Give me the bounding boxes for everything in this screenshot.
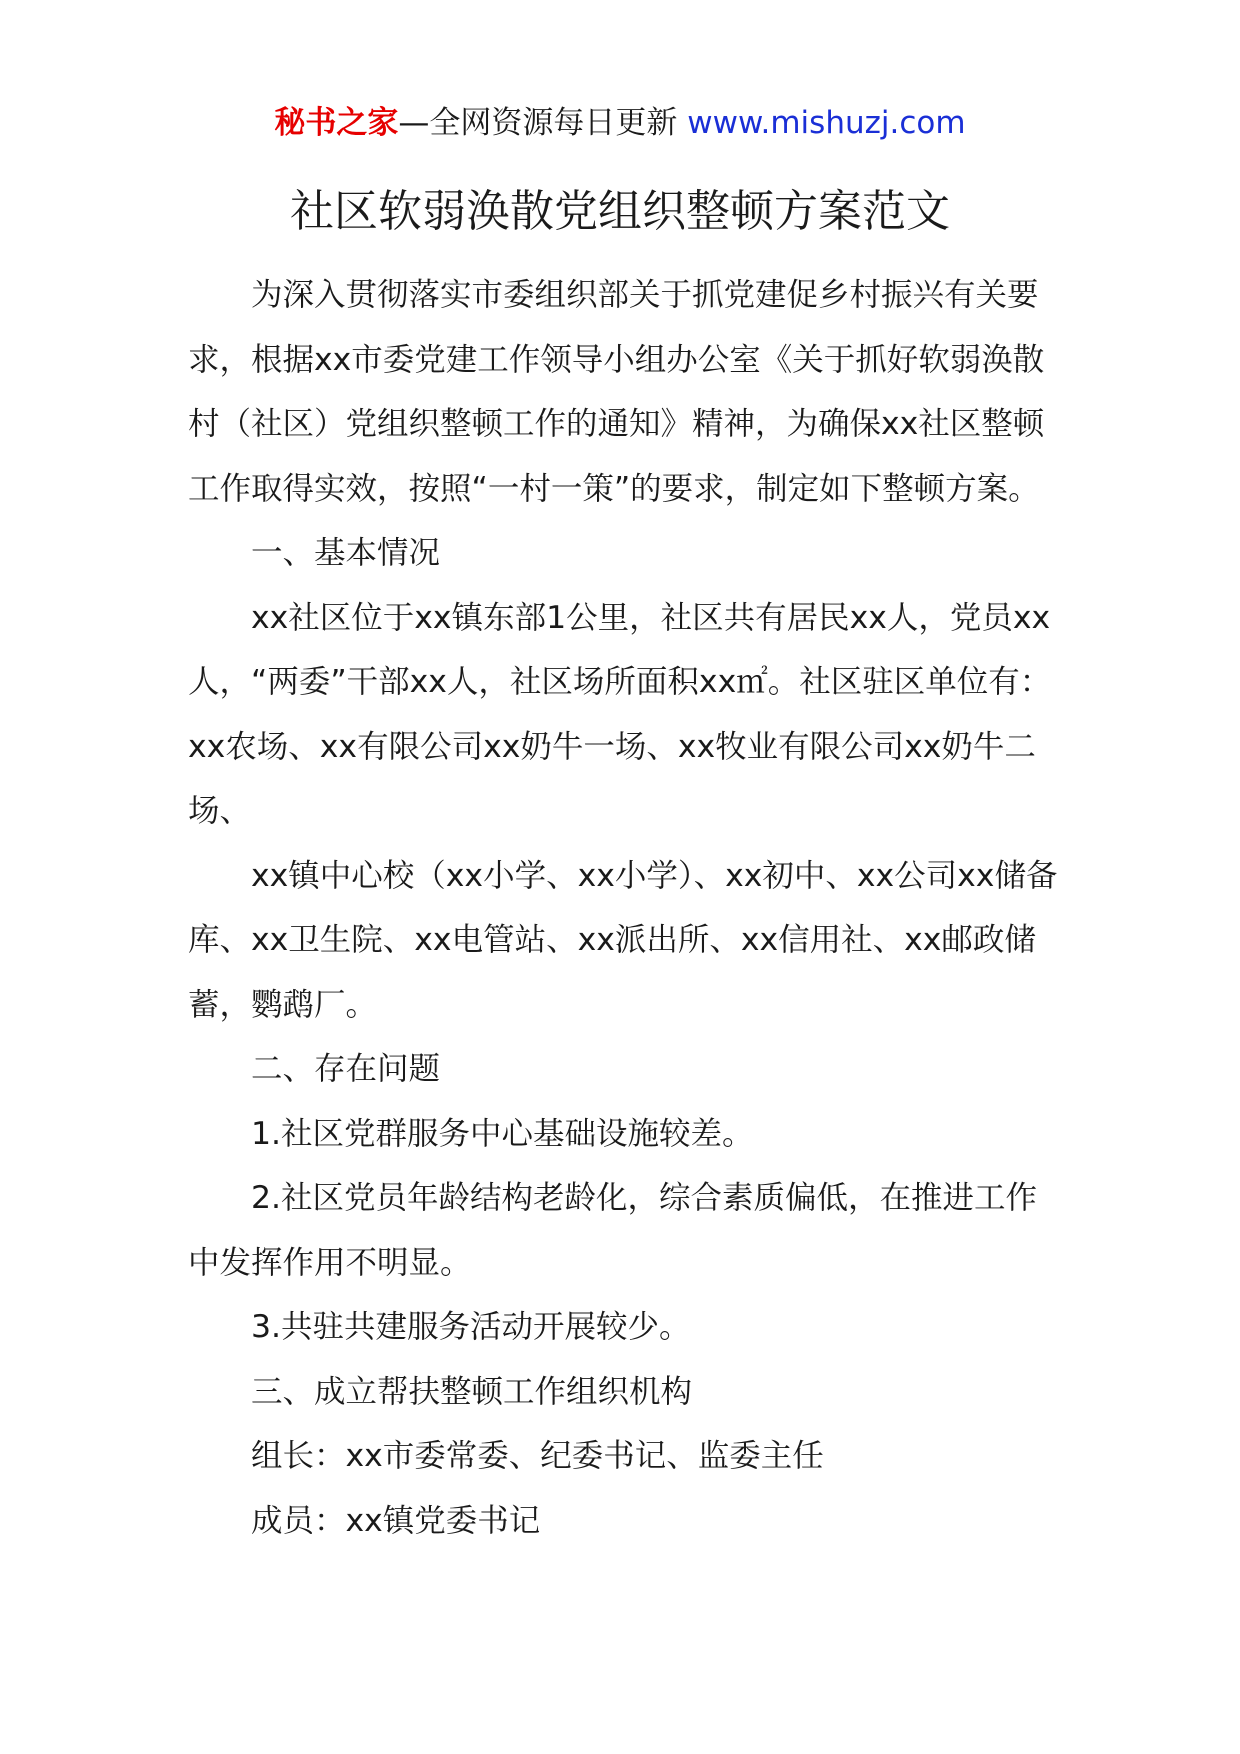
units-paragraph: xx镇中心校（xx小学、xx小学）、xx初中、xx公司xx储备库、xx卫生院、xx电管站、xx派出所、xx信用社、xx邮政储蓄，鹦鹉厂。: [188, 857, 1058, 1023]
section-heading-basic-situation: 一、基本情况: [251, 535, 441, 571]
basic-situation-paragraph: xx社区位于xx镇东部1公里，社区共有居民xx人，党员xx人，“两委”干部xx人，社区场所面积xx㎡。社区驻区单位有：xx农场、xx有限公司xx奶牛一场、xx牧业有限公司xx奶牛二场、: [188, 599, 1052, 829]
site-header: [0, 98, 1240, 148]
group-leader-line: 组长：xx市委常委、纪委书记、监委主任: [251, 1438, 824, 1474]
intro-paragraph: 为深入贯彻落实市委组织部关于抓党建促乡村振兴有关要求，根据xx市委党建工作领导小组办公室《关于抓好软弱涣散村（社区）党组织整顿工作的通知》精神，为确保xx社区整顿工作取得实效，按照“一村一策”的要求，制定如下整顿方案。: [188, 277, 1045, 507]
group-members-line: 成员：xx镇党委书记: [251, 1502, 541, 1539]
problem-item-2: 2.社区党员年龄结构老龄化，综合素质偏低，在推进工作中发挥作用不明显。: [188, 1180, 1038, 1281]
site-brand: 秘书之家: [274, 105, 399, 141]
document-body: [188, 263, 1064, 1553]
problem-item-1: 1.社区党群服务中心基础设施较差。: [251, 1115, 754, 1152]
section-heading-organization: 三、成立帮扶整顿工作组织机构: [251, 1373, 693, 1410]
problem-item-3: 3.共驻共建服务活动开展较少。: [251, 1309, 691, 1345]
document-title: 社区软弱涣散党组织整顿方案范文: [290, 186, 950, 237]
site-slogan: —全网资源每日更新: [398, 105, 678, 141]
section-heading-problems: 二、存在问题: [251, 1051, 441, 1087]
site-url-link[interactable]: www.mishuzj.com: [687, 105, 966, 141]
